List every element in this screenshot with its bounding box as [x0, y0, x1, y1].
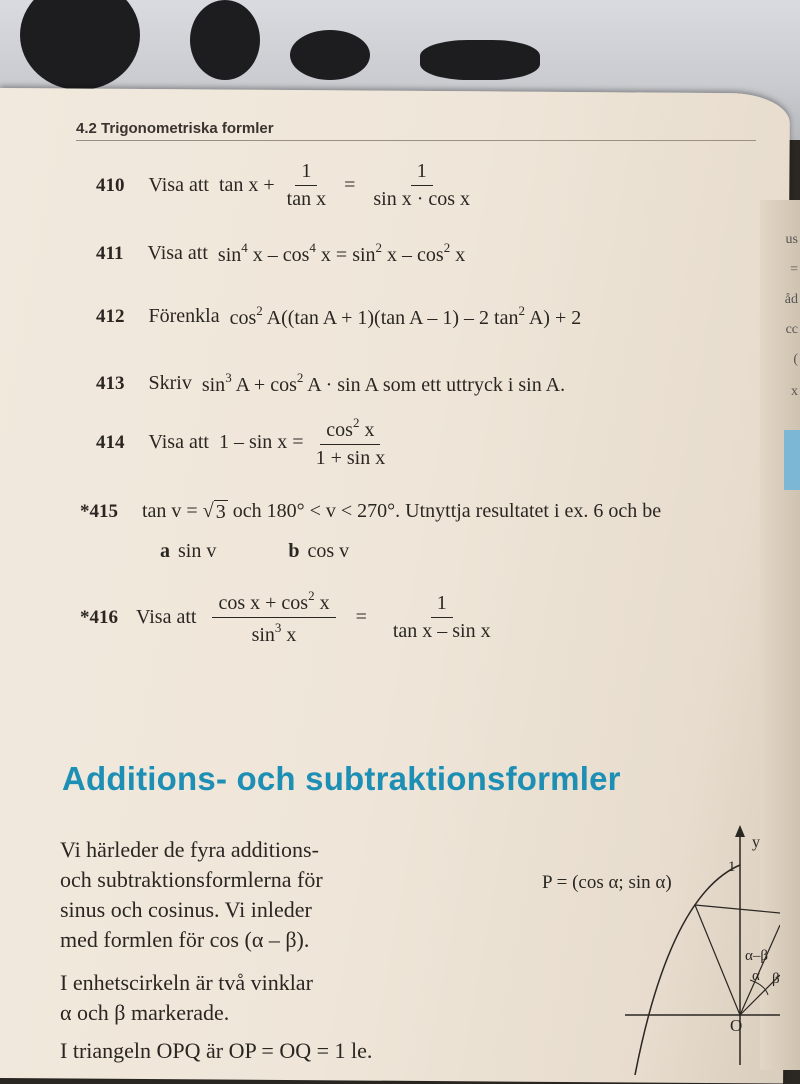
exercise-411 [96, 240, 465, 267]
exercise-415-parts [160, 540, 349, 563]
exercise-number: *416 [80, 606, 118, 628]
numerator: 1 [295, 160, 317, 186]
radius-op [695, 905, 740, 1015]
fraction [281, 160, 332, 211]
denominator: tan x [286, 188, 327, 210]
paragraph-3: I triangeln OPQ är OP = OQ = 1 le. [60, 1038, 373, 1063]
header-rule [76, 140, 756, 141]
margin-fragment: = [790, 262, 798, 277]
fraction [212, 588, 335, 647]
exercise-number: 412 [96, 305, 125, 327]
backdrop-shape [20, 0, 140, 90]
exercise-number: 413 [96, 372, 125, 394]
part-label: b [288, 540, 300, 562]
backdrop-shape [190, 0, 260, 80]
fraction [387, 592, 497, 643]
exercise-416 [80, 588, 503, 647]
exercise-412 [96, 303, 581, 330]
margin-fragment: cc [785, 322, 798, 337]
denominator: $\sin^3 x$ [251, 620, 297, 646]
exercise-414 [96, 415, 397, 470]
part-text: cos v [307, 540, 350, 562]
exercise-number: 414 [96, 431, 125, 453]
expression: $\sin^3 A + \cos^2 A \cdot \sin A$ som ett uttryck i sin A. [201, 370, 566, 396]
y-axis-arrow-icon [735, 825, 745, 837]
exercise-number: *415 [80, 501, 118, 522]
exercise-verb: Visa att [147, 242, 208, 264]
fraction [367, 160, 476, 211]
numerator: $\cos^2 x$ [320, 415, 380, 445]
angle-alpha-label: α [752, 968, 760, 984]
part-label: a [160, 540, 170, 562]
square-root: √ 3 [202, 500, 226, 523]
exercise-413 [96, 370, 565, 397]
expression: tan x + [218, 174, 275, 196]
denominator: tan x – sin x [392, 620, 491, 642]
unit-circle-diagram [530, 825, 780, 1075]
equals-sign: = [344, 174, 356, 196]
point-p-label: P = (cos α; sin α) [542, 872, 672, 893]
expression: $\sin^4 x - \cos^4 x = \sin^2 x - \cos^2 x$ [217, 240, 466, 266]
unit-circle-arc [635, 865, 743, 1075]
margin-fragment: us [785, 232, 798, 247]
margin-fragment: x [791, 384, 798, 399]
backdrop-shape [290, 30, 370, 80]
exercise-verb: Visa att [148, 174, 209, 196]
origin-label: O [730, 1016, 743, 1035]
expression: $\cos^2 A((\tan$ A + 1)(tan A – 1) – 2 $\tan^2 A) + 2$ [229, 303, 582, 329]
exercise-verb: Visa att [136, 606, 197, 628]
exercise-number: 410 [96, 174, 125, 196]
numerator: $\cos x + \cos^2 x$ [212, 588, 335, 618]
y-axis-label: y [752, 834, 760, 851]
denominator: sin x · cos x [373, 188, 471, 210]
paragraph-1: Vi härleder de fyra additions- och subtraktionsformlerna för sinus och cosinus. Vi inleder med formlen för cos (α – β). [60, 837, 323, 952]
backdrop-shape [420, 40, 540, 80]
margin-fragment: ( [793, 352, 798, 367]
denominator: 1 + sin x [315, 447, 386, 469]
numerator: 1 [431, 592, 453, 618]
paragraph-2: I enhetscirkeln är två vinklar α och β markerade. [60, 970, 313, 1025]
chord-pq [695, 905, 780, 913]
numerator: 1 [411, 160, 433, 186]
margin-fragment: åd [784, 292, 798, 307]
exercise-verb: Skriv [148, 372, 192, 394]
exercise-410 [96, 160, 482, 211]
one-label: 1 [728, 859, 736, 875]
radius-oq [740, 925, 780, 1015]
exercise-415 [80, 500, 661, 524]
angle-diff-label: α–β [745, 948, 768, 964]
chapter-title: 4.2 Trigonometriska formler [76, 120, 274, 137]
angle-beta-label: β [772, 971, 780, 987]
exercise-number: 411 [96, 242, 124, 264]
exercise-verb: Visa att [148, 431, 209, 453]
section-heading: Additions- och subtraktionsformler [62, 760, 621, 797]
equals-sign: = [355, 606, 367, 628]
next-page-color-tab [784, 430, 800, 490]
expression: 1 – sin x = [218, 431, 304, 453]
fraction [310, 415, 392, 470]
part-text: sin v [178, 540, 217, 562]
expression: tan v = √ 3 och 180° < v < 270°. Utnyttja resultatet i ex. 6 och be [142, 500, 662, 523]
exercise-verb: Förenkla [148, 305, 220, 327]
